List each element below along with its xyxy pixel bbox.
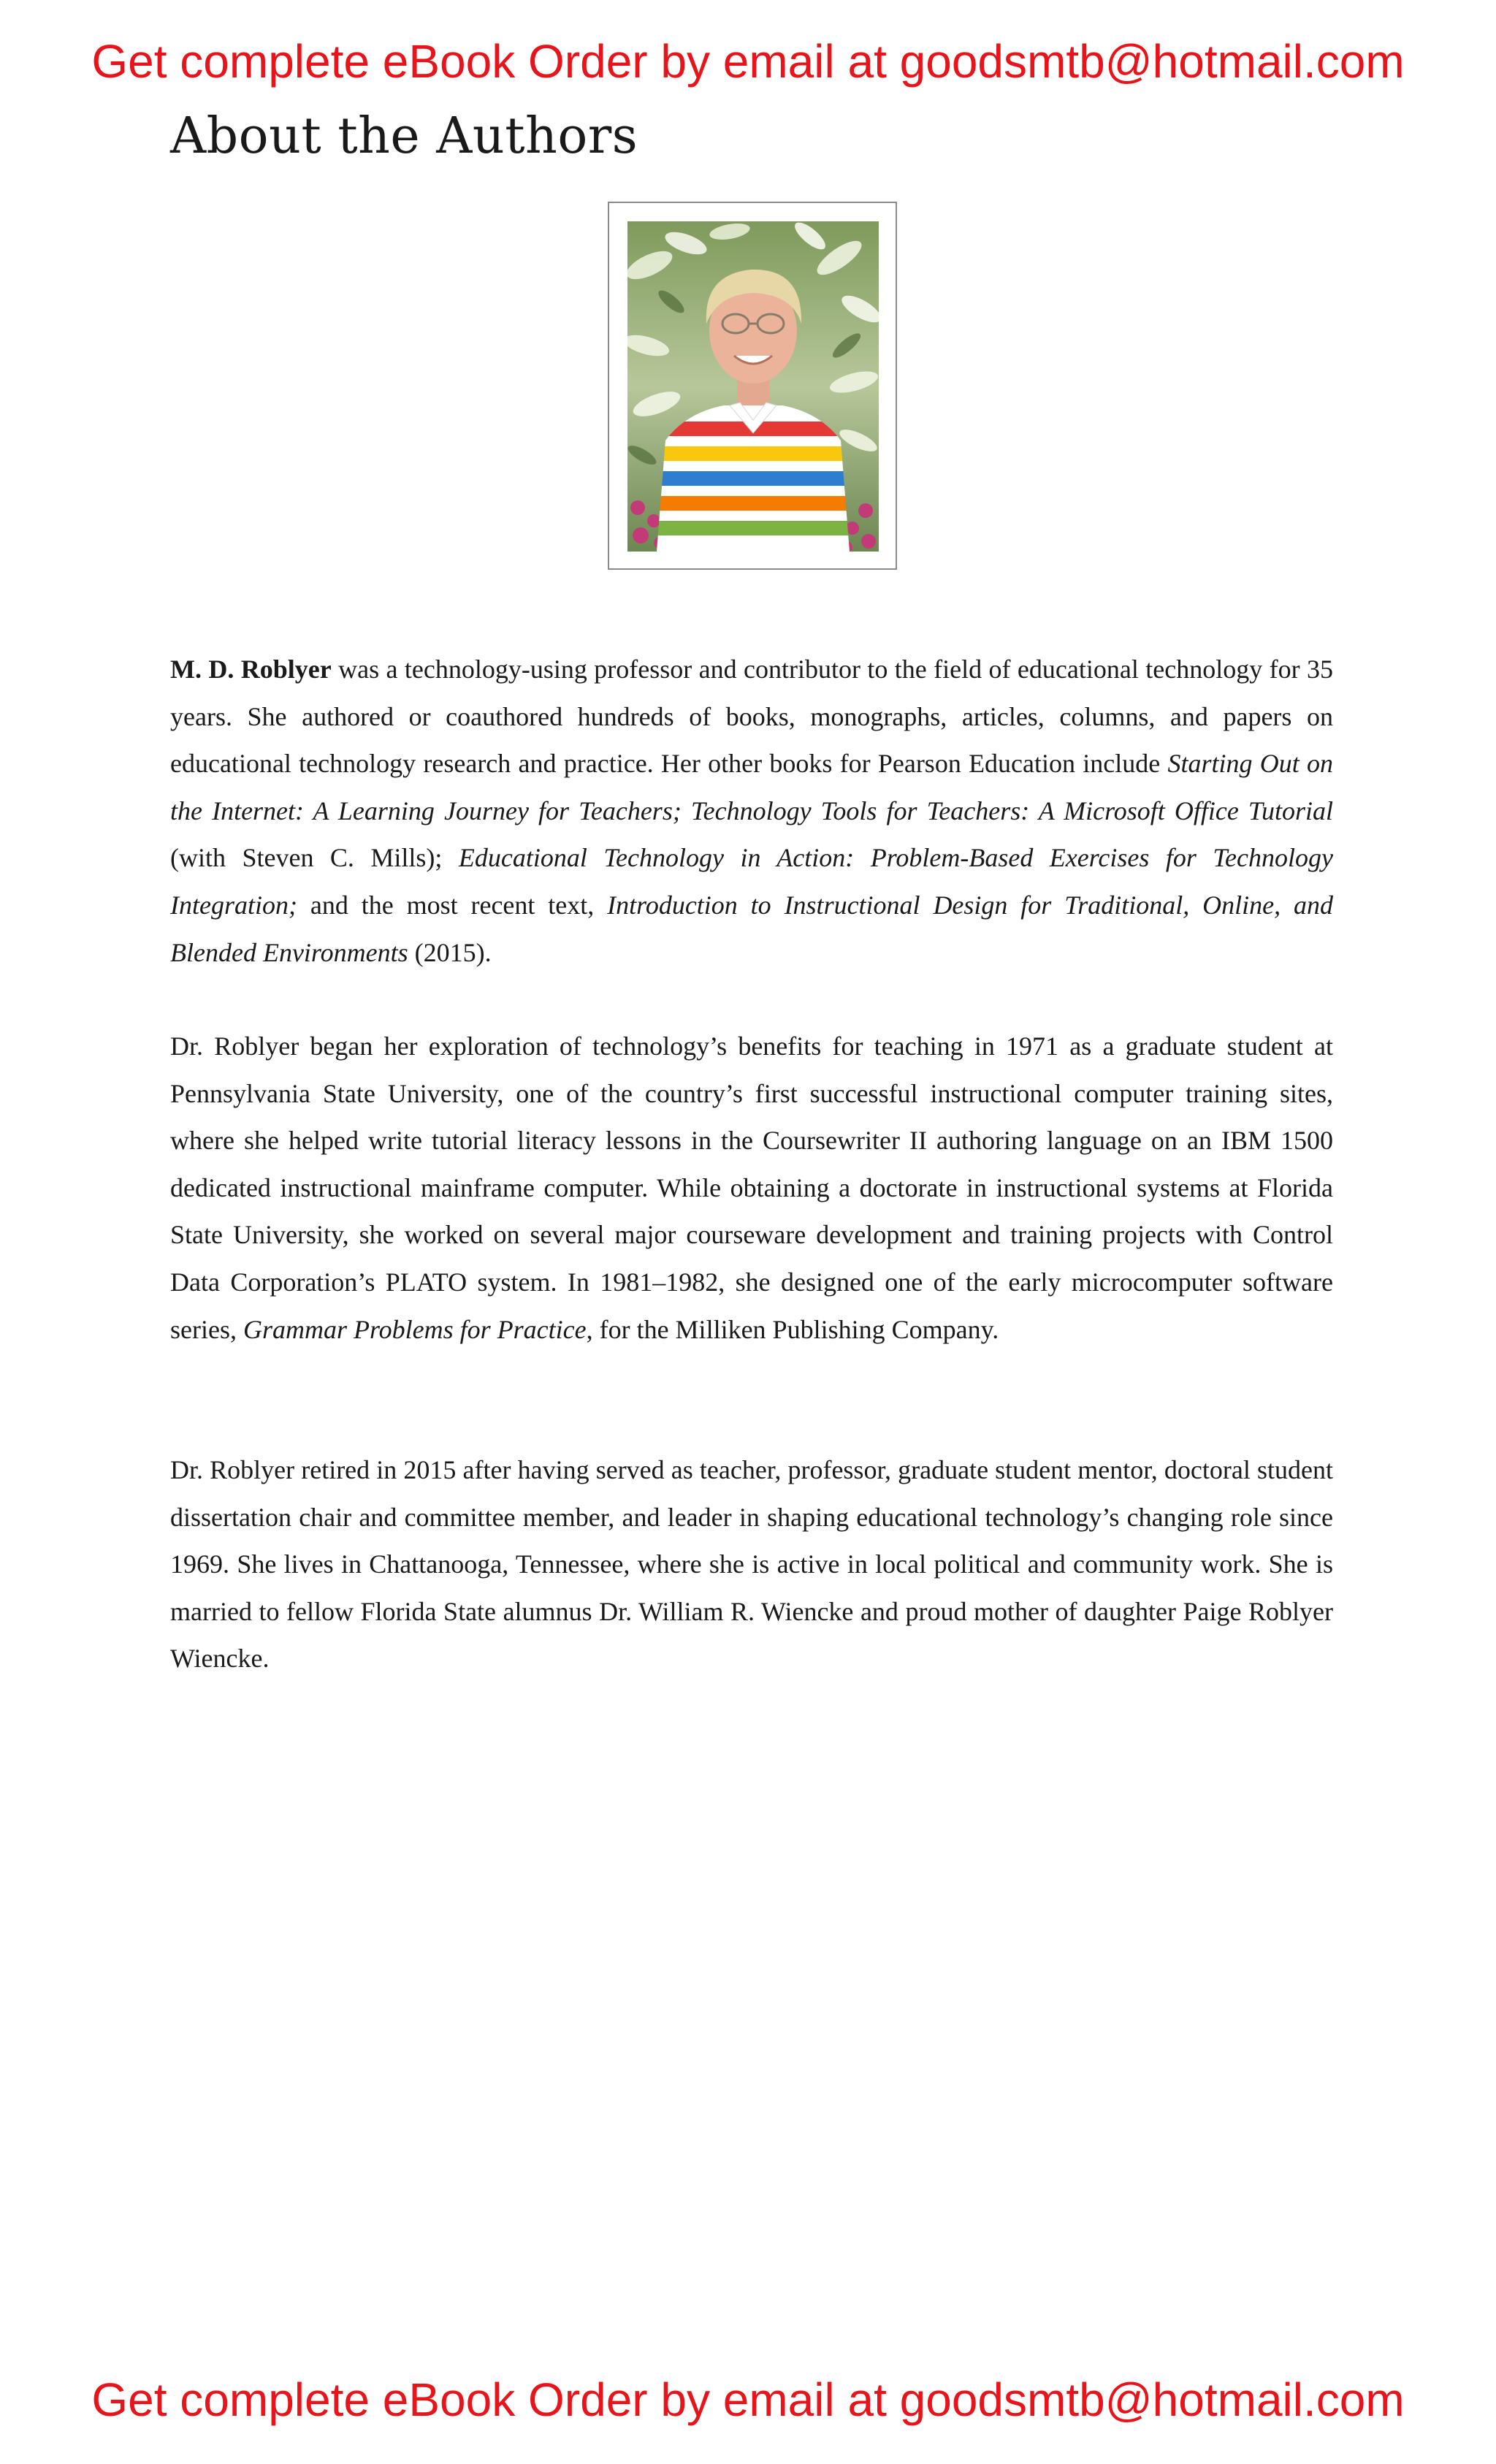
author-photo — [627, 221, 879, 552]
book-title: Educational Technology in Action: Problem-Based Exercises for Technology Integration; — [170, 843, 1333, 920]
promo-banner-top: Get complete eBook Order by email at goodsmtb@hotmail.com — [91, 35, 1405, 88]
bio-text: Dr. Roblyer began her exploration of technology’s benefits for teaching in 1971 as a graduate student at Pennsylvania State University, one of the country’s first successful instructional computer training sites, where she helped write tutorial literacy lessons in the Coursewriter II authoring language on an IBM 1500 dedicated instructional mainframe computer. While obtaining a doctorate in instructional systems at Florida State University, she worked on several major courseware development and training projects with Control Data Corporation’s PLATO system. In 1981–1982, she designed one of the early microcomputer software series, — [170, 1031, 1333, 1344]
bio-paragraph-2 — [170, 1023, 1333, 1353]
bio-text: , for the Milliken Publishing Company. — [586, 1314, 999, 1344]
page-title: About the Authors — [170, 107, 638, 165]
book-title: Grammar Problems for Practice — [243, 1314, 587, 1344]
bio-paragraph-1 — [170, 646, 1333, 976]
book-title: Introduction to Instructional Design for Traditional, Online, and Blended Environments — [170, 890, 1333, 967]
bio-text: (with Steven C. Mills); — [170, 843, 459, 873]
bio-paragraph-3: Dr. Roblyer retired in 2015 after having served as teacher, professor, graduate student mentor, doctoral student dissertation chair and committee member, and leader in shaping educational technology’s changing role since 1969. She lives in Chattanooga, Tennessee, where she is active in local political and community work. She is married to fellow Florida State alumnus Dr. William R. Wiencke and proud mother of daughter Paige Roblyer Wiencke. — [170, 1455, 1333, 1674]
bio-text: (2015). — [408, 937, 492, 967]
promo-banner-bottom: Get complete eBook Order by email at goodsmtb@hotmail.com — [91, 2373, 1405, 2426]
bio-text: was a technology-using professor and contributor to the field of educational technology for 35 years. She authored or coauthored hundreds of books, monographs, articles, columns, and papers on educational technology research and practice. Her other books for Pearson Education include — [170, 655, 1333, 779]
bio-text: and the most recent text, — [297, 890, 608, 920]
author-photo-frame — [608, 202, 897, 570]
author-name: M. D. Roblyer — [170, 655, 332, 684]
book-title: Starting Out on the Internet: A Learning Journey for Teachers; Technology Tools for Teachers: A Microsoft Office Tutorial — [170, 749, 1333, 825]
